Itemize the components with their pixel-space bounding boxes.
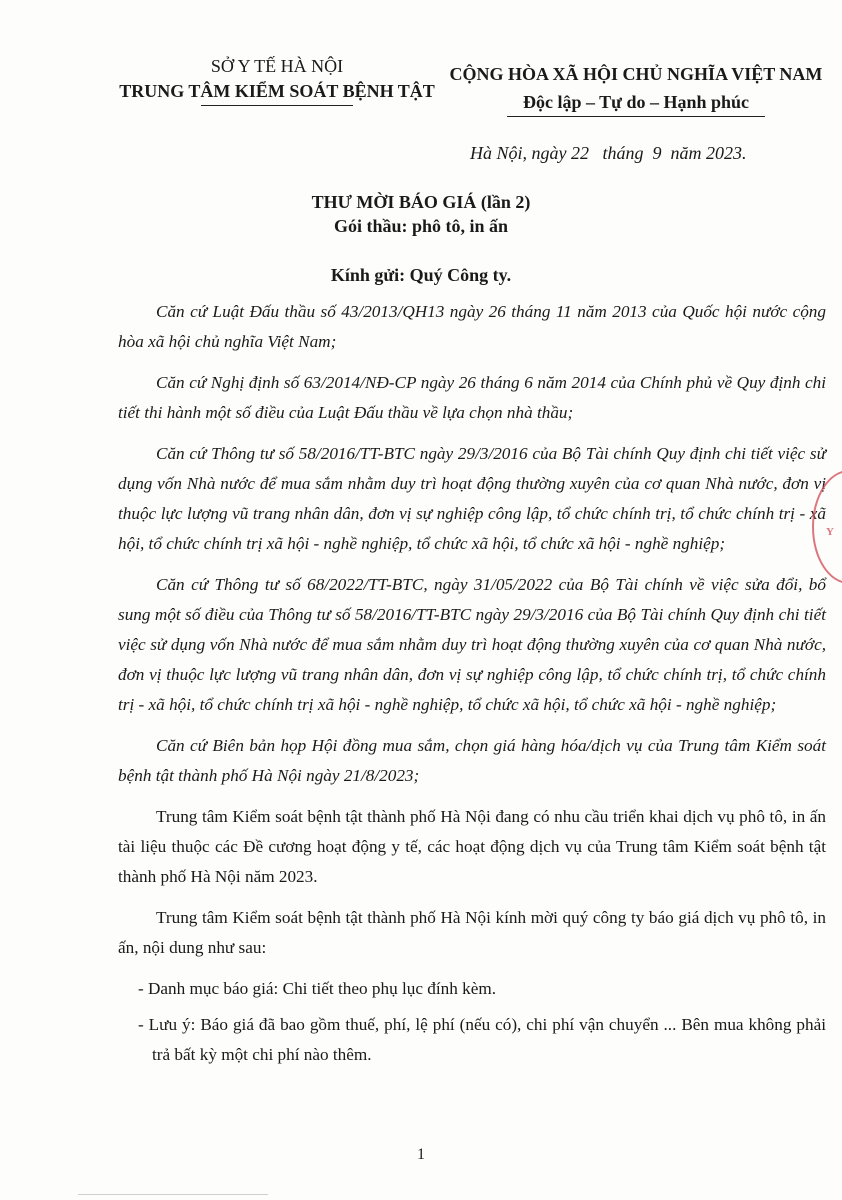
legal-basis-2: Căn cứ Nghị định số 63/2014/NĐ-CP ngày 26 tháng 6 năm 2014 của Chính phủ về Quy định chi tiết thi hành một số điều của Luật Đấu thầu về lựa chọn nhà thầu; [118,373,826,422]
quote-list-item [118,974,826,1004]
legal-basis-5: Căn cứ Biên bản họp Hội đồng mua sắm, chọn giá hàng hóa/dịch vụ của Trung tâm Kiểm soát bệnh tật thành phố Hà Nội ngày 21/8/2023; [118,736,826,785]
motto-underline [507,116,765,117]
motto: Độc lập – Tự do – Hạnh phúc [522,92,750,112]
header-underline [201,105,353,106]
quote-list-text: - Danh mục báo giá: Chi tiết theo phụ lục đính kèm. [138,979,497,998]
legal-basis-4: Căn cứ Thông tư số 68/2022/TT-BTC, ngày 31/05/2022 của Bộ Tài chính về việc sửa đổi, bổ sung một số điều của Thông tư số 58/2016/TT-BTC ngày 29/3/2016 của Bộ Tài chính Quy định chi tiết việc sử dụng vốn Nhà nước để mua sắm nhằm duy trì hoạt động thường xuyên của cơ quan Nhà nước, đơn vị thuộc lực lượng vũ trang nhân dân, đơn vị sự nghiệp công lập, tổ chức chính trị, tổ chức chính trị - xã hội, tổ chức chính trị xã hội - nghề nghiệp, tổ chức xã hội, tổ chức xã hội - nghề nghiệp; [118,575,826,714]
title-package: Gói thầu: phô tô, in ấn [333,216,509,236]
salutation: Kính gửi: Quý Công ty. [330,265,512,285]
stamp-letter: Y [826,526,834,538]
legal-basis-1: Căn cứ Luật Đấu thầu số 43/2013/QH13 ngày 26 tháng 11 năm 2013 của Quốc hội nước cộng hòa xã hội chủ nghĩa Việt Nam; [118,302,826,351]
department-name: SỞ Y TẾ HÀ NỘI [210,56,344,76]
date-line: Hà Nội, ngày 22 tháng 9 năm 2023. [470,143,747,163]
footer-line [78,1194,268,1195]
issuing-agency-header [118,54,436,106]
document-title [0,190,842,238]
note-text: - Lưu ý: Báo giá đã bao gồm thuế, phí, lệ phí (nếu có), chi phí vận chuyển ... Bên mua không phải trả bất kỳ một chi phí nào thêm. [138,1015,826,1064]
need-paragraph: Trung tâm Kiểm soát bệnh tật thành phố Hà Nội đang có nhu cầu triển khai dịch vụ phô tô, in ấn tài liệu thuộc các Đề cương hoạt động y tế, các hoạt động dịch vụ của Trung tâm Kiểm soát bệnh tật thành phố Hà Nội năm 2023. [118,807,826,886]
letter-body [118,297,826,1076]
note-item [118,1010,826,1070]
invitation-paragraph: Trung tâm Kiểm soát bệnh tật thành phố Hà Nội kính mời quý công ty báo giá dịch vụ phô tô, in ấn, nội dung như sau: [118,908,826,957]
national-motto-header [444,60,828,117]
center-name: TRUNG TÂM KIỂM SOÁT BỆNH TẬT [119,81,435,101]
nation-name: CỘNG HÒA XÃ HỘI CHỦ NGHĨA VIỆT NAM [449,64,823,84]
title-main: THƯ MỜI BÁO GIÁ (lần 2) [311,192,531,212]
legal-basis-3: Căn cứ Thông tư số 58/2016/TT-BTC ngày 29/3/2016 của Bộ Tài chính Quy định chi tiết việc sử dụng vốn Nhà nước để mua sắm nhằm duy trì hoạt động thường xuyên của cơ quan Nhà nước, đơn vị thuộc lực lượng vũ trang nhân dân, đơn vị sự nghiệp công lập, tổ chức chính trị, tổ chức chính trị - xã hội, tổ chức chính trị xã hội - nghề nghiệp, tổ chức xã hội, tổ chức xã hội - nghề nghiệp; [118,444,826,553]
page-number: 1 [417,1146,425,1163]
